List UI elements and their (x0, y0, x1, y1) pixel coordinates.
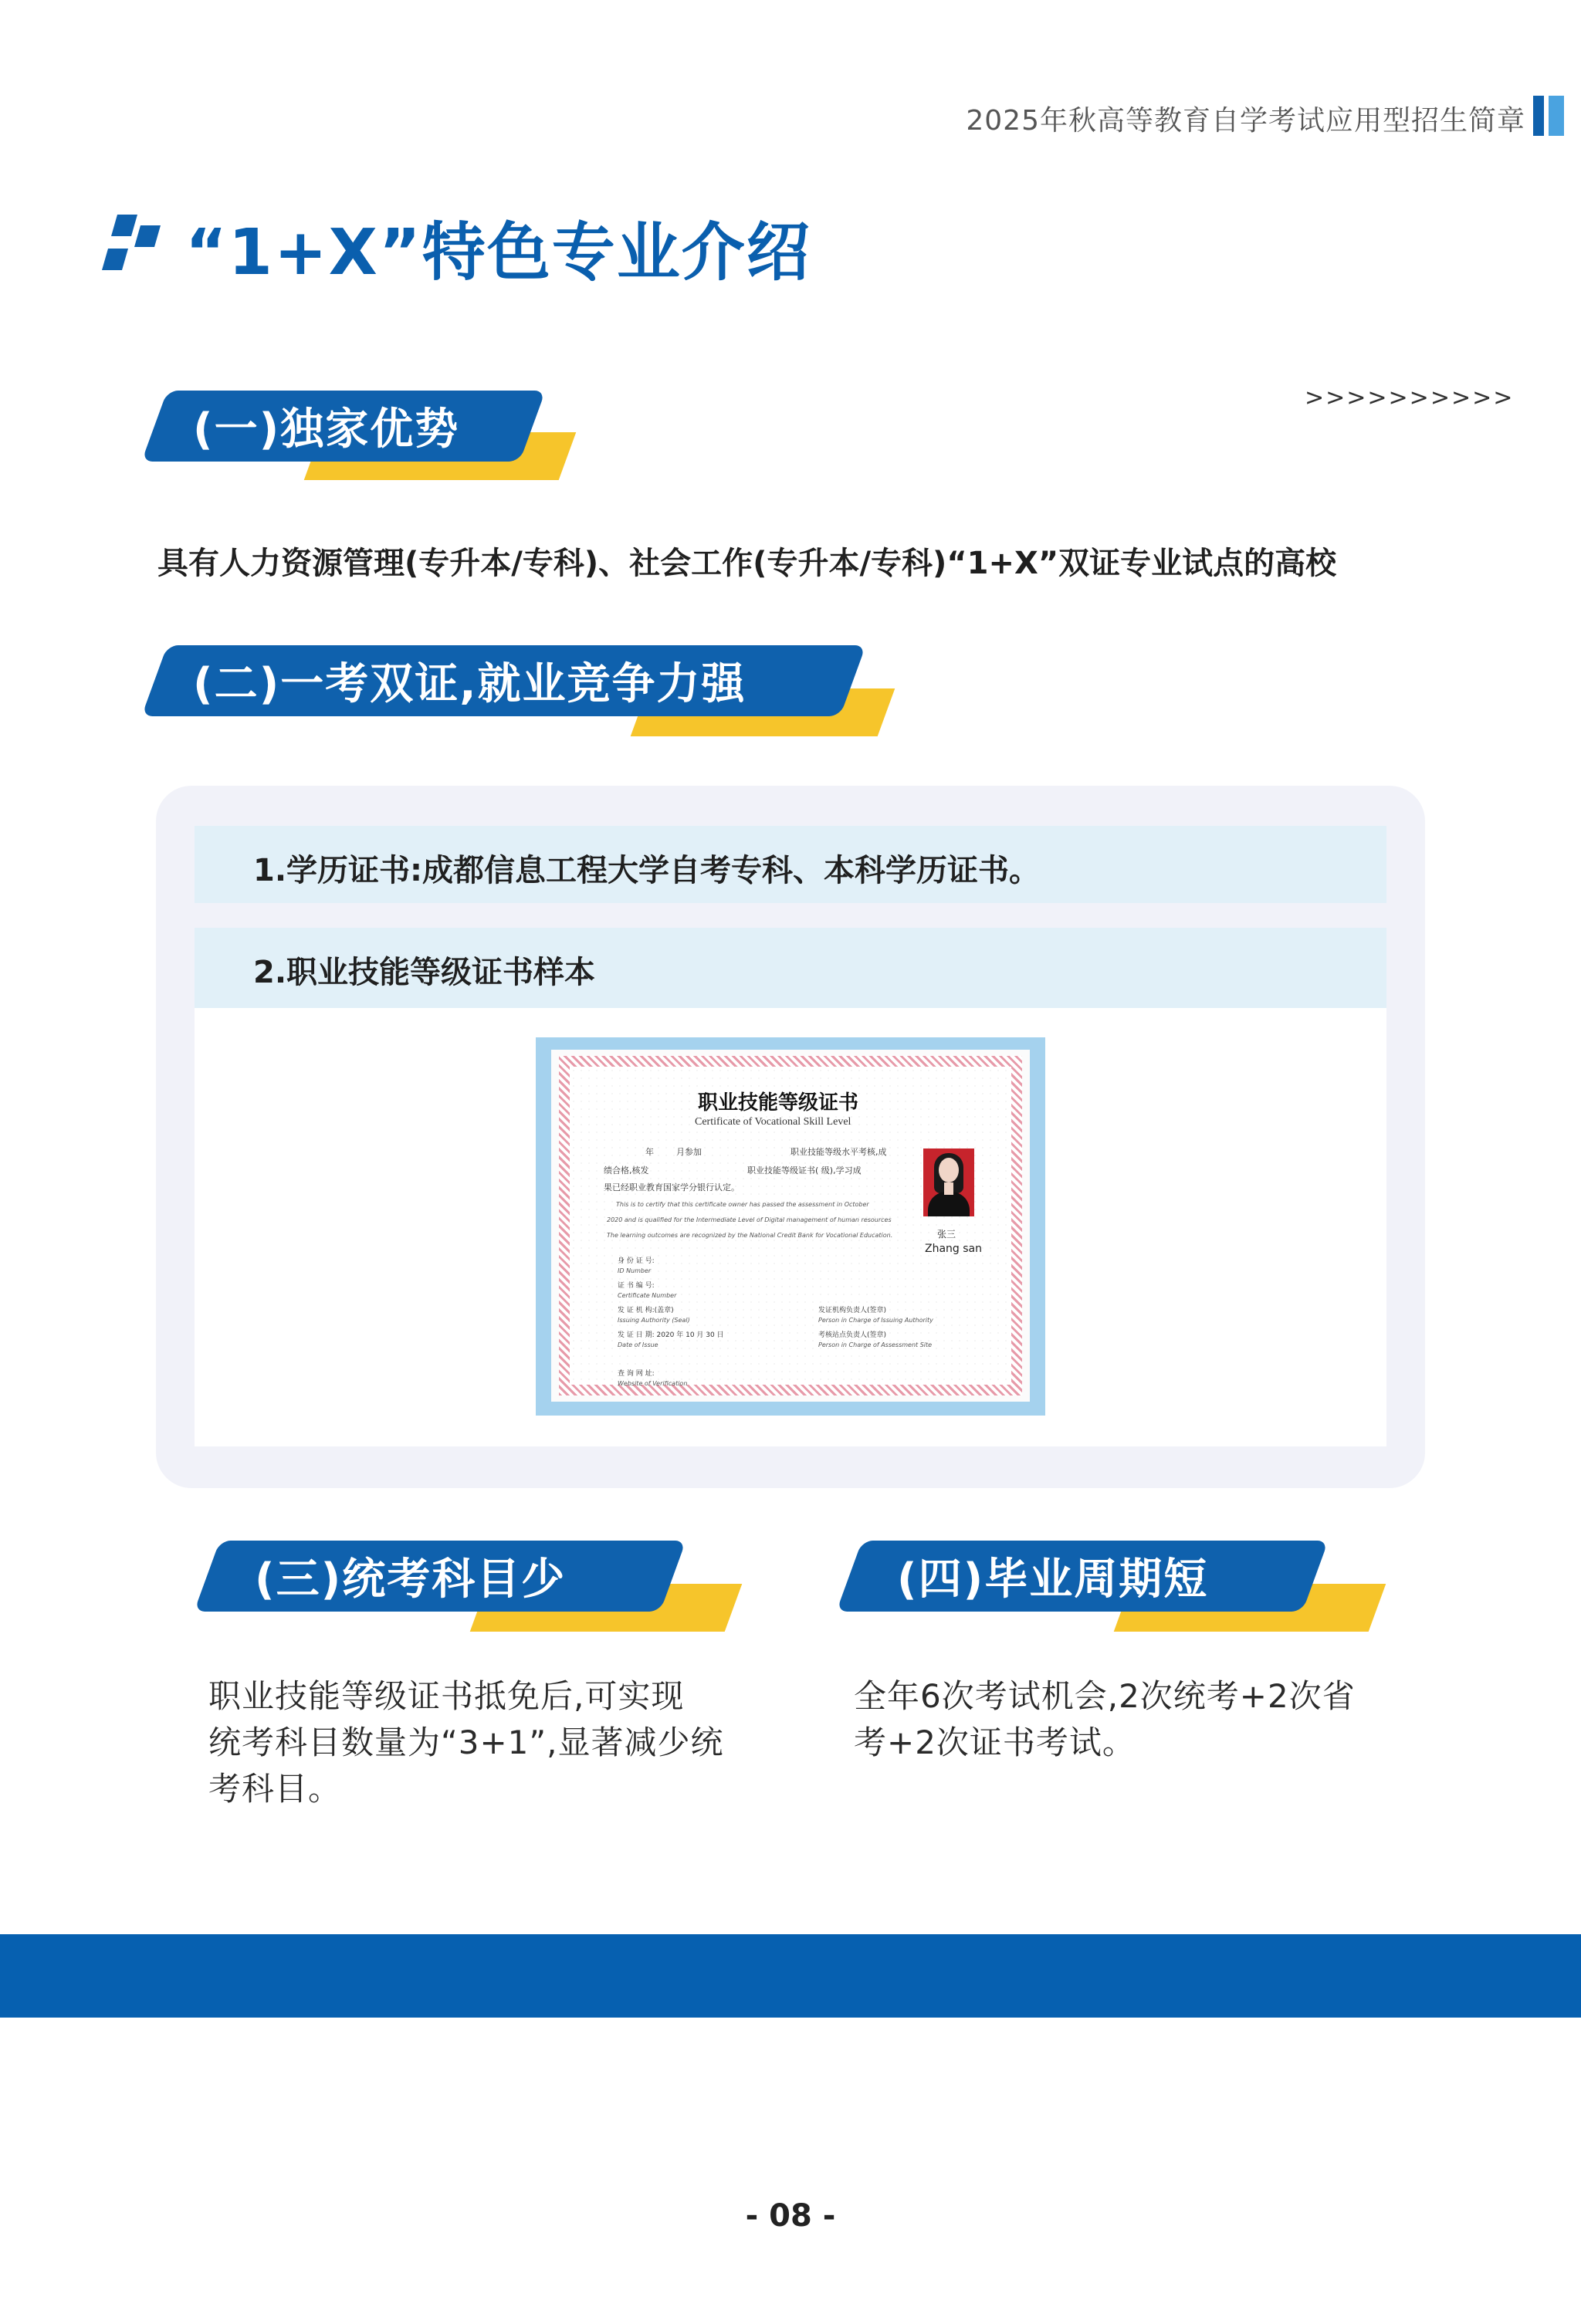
cert-field-authority-en: Issuing Authority (Seal) (618, 1317, 690, 1324)
section-2-heading: (二)一考双证,就业竞争力强 (193, 659, 746, 709)
section-4-text (854, 1673, 1410, 1766)
holder-name-cn: 张三 (937, 1229, 956, 1240)
footer-band (0, 1934, 1581, 2018)
header-bar-icon (1533, 96, 1564, 136)
cert-line2b: 职业技能等级证书( 级),学习成 (747, 1165, 862, 1176)
section-1-heading: (一)独家优势 (193, 404, 460, 455)
cert-line2a: 绩合格,核发 (604, 1165, 649, 1176)
certificate-title: 职业技能等级证书 (698, 1091, 859, 1115)
section-4-heading: (四)毕业周期短 (897, 1554, 1209, 1605)
cert-en-line3: The learning outcomes are recognized by the National Credit Bank for Vocational Education. (607, 1232, 893, 1239)
cert-issuer-signer-en: Person in Charge of Issuing Authority (818, 1317, 933, 1324)
vocational-certificate-row (195, 928, 1386, 1008)
section-4-line: 全年6次考试机会,2次统考+2次省 (854, 1677, 1356, 1715)
cert-issuer-signer: 发证机构负责人(签章) (818, 1307, 887, 1314)
cert-en-line2: 2020 and is qualified for the Intermediate Level of Digital management of human resources (607, 1216, 892, 1223)
section-1-text: 具有人力资源管理(专升本/专科)、社会工作(专升本/专科)“1+X”双证专业试点的高校 (157, 546, 1337, 581)
cert-field-date-en: Date of Issue (618, 1341, 658, 1348)
section-3-line: 职业技能等级证书抵免后,可实现 (208, 1677, 685, 1715)
decorative-arrows: >>>>>>>>>> (1305, 384, 1515, 411)
section-3-line: 统考科目数量为“3+1”,显著减少统 (208, 1724, 724, 1761)
document-title: 2025年秋高等教育自学考试应用型招生简章 (966, 105, 1525, 137)
cert-field-authority: 发 证 机 构:(盖章) (618, 1307, 674, 1314)
title-logo-icon (100, 215, 162, 276)
holder-name-en: Zhang san (925, 1243, 982, 1255)
section-3-heading: (三)统考科目少 (255, 1554, 567, 1605)
holder-photo (923, 1148, 974, 1216)
section-4-line: 考+2次证书考试。 (854, 1724, 1136, 1761)
cert-month: 月参加 (676, 1147, 702, 1157)
certificate-subtitle: Certificate of Vocational Skill Level (695, 1116, 851, 1128)
cert-field-id: 身 份 证 号: (618, 1257, 655, 1265)
cert-field-website-en: Website of Verification (618, 1380, 688, 1387)
cert-year: 年 (645, 1147, 654, 1157)
cert-field-website: 查 询 网 址: (618, 1370, 655, 1378)
vocational-certificate-text: 2.职业技能等级证书样本 (253, 955, 596, 990)
cert-line1: 职业技能等级水平考核,成 (790, 1147, 887, 1157)
page-number: - 08 - (745, 2198, 836, 2234)
cert-en-line1: This is to certify that this certificate owner has passed the assessment in October (616, 1201, 869, 1208)
cert-site-signer: 考核站点负责人(签章) (818, 1331, 887, 1339)
cert-field-number-en: Certificate Number (618, 1292, 677, 1299)
academic-certificate-row (195, 826, 1386, 903)
cert-field-number: 证 书 编 号: (618, 1282, 655, 1290)
cert-site-signer-en: Person in Charge of Assessment Site (818, 1341, 933, 1348)
page-title: “1+X”特色专业介绍 (185, 216, 811, 289)
section-3-line: 考科目。 (208, 1770, 342, 1808)
cert-field-date: 发 证 日 期: 2020 年 10 月 30 日 (618, 1331, 724, 1339)
cert-line3: 果已经职业教育国家学分银行认定。 (604, 1182, 740, 1192)
section-3-text (208, 1673, 764, 1812)
cert-field-id-en: ID Number (618, 1267, 652, 1274)
academic-certificate-text: 1.学历证书:成都信息工程大学自考专科、本科学历证书。 (253, 853, 1041, 888)
